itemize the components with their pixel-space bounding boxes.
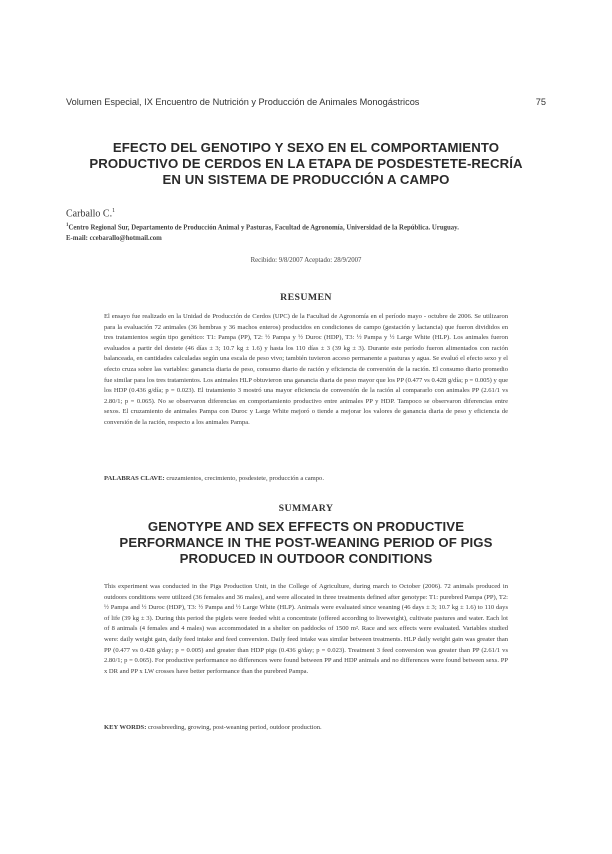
english-title-line: GENOTYPE AND SEX EFFECTS ON PRODUCTIVE (147, 519, 465, 534)
author-list (66, 208, 115, 219)
author-superscript: 1 (112, 208, 116, 214)
spanish-title (60, 140, 552, 188)
affiliation-text: Centro Regional Sur, Departamento de Producción Animal y Pasturas, Facultad de Agronomía, Universidad de la República. Uruguay. (68, 224, 459, 232)
palabras-clave-text: cruzamientos, crecimiento, posdestete, producción a campo. (164, 475, 324, 482)
palabras-clave (104, 475, 508, 482)
resumen-heading: RESUMEN (280, 292, 332, 303)
affiliation-line (66, 221, 556, 234)
summary-heading: SUMMARY (278, 503, 334, 514)
key-words-text: crossbreeding, growing, post-weaning period, outdoor production. (146, 724, 322, 731)
received-accepted-dates: Recibido: 9/8/2007 Aceptado: 28/9/2007 (250, 257, 362, 264)
affiliation-superscript: 1 (66, 223, 69, 228)
spanish-title-line: PRODUCTIVO DE CERDOS EN LA ETAPA DE POSDESTETE-RECRÍA (89, 156, 523, 171)
spanish-title-line: EN UN SISTEMA DE PRODUCCIÓN A CAMPO (162, 172, 450, 187)
resumen-body: El ensayo fue realizado en la Unidad de Producción de Cerdos (UPC) de la Facultad de Agronomía en el período mayo - octubre de 2006. Se utilizaron para la evaluación 72 animales (36 hembras y 36 machos enteros) producidos en condiciones de campo (gestación y lactancia) que fueron divididos en tres tratamientos según tipo genético: T1: Pampa (PP), T2: ½ Pampa y ½ Duroc (HDP), T3: ½ Pampa y ½ Large White (HLP). Los animales fueron evaluados a partir del destete (46 días ± 3; 10.7 kg ± 1.6) y hasta los 110 días ± 3 (39 kg ± 3). Durante este período fueron alimentados con ración balanceada, en cantidades calculadas según una escala de peso vivo; también tuvieron acceso permanente a pasturas y agua. Se evaluó el efecto sexo y el efecto cruza sobre las variables: ganancia diaria de peso, consumo diario de ración y eficiencia de conversión de la ración. El consumo diario promedio fue similar para los tres tratamientos. Los animales HLP obtuvieron una ganancia diaria de peso mayor que los PP (0.477 vs 0.428 g/día; p = 0.005) y que los HDP (0.436 g/día; p = 0.023). El tratamiento 3 mostró una mayor eficiencia de conversión de la ración al compararlo con animales PP (2.61/1 vs 2.80/1; p = 0.065). No se observaron diferencias en comportamiento productivo entre animales PP y HDP. Tampoco se observaron diferencias entre sexos. El cruzamiento de animales Pampa con Duroc y Large White mejoró o tiende a mejorar los valores de ganancia diaria de peso y eficiencia de conversión de la ración, respecto a los animales Pampa. (104, 313, 508, 426)
english-title-line: PRODUCED IN OUTDOOR CONDITIONS (179, 551, 433, 566)
author-email: E-mail: ccebarallo@hotmail.com (66, 234, 162, 242)
key-words-label: KEY WORDS: (104, 724, 147, 731)
summary-body: This experiment was conducted in the Pigs Production Unit, in the College of Agriculture, during march to October (2006). 72 animals produced in outdoors conditions were utilized (36 females and 36 males), and were allocated in three treatments defined after genotype: T1: purebred Pampa (PP), T2: ½ Pampa and ½ Duroc (HDP), T3: ½ Pampa and ½ Large White (HLP). Animals were evaluated since weaning (46 days ± 3; 10.7 kg ± 1.6) to 110 days of life (39 kg ± 3). During this period the piglets were feeded whit a concentrate (offered according to liveweight), cultivate pastures and water. Each lot of 8 animals (4 females and 4 males) was accommodated in a shelter on paddocks of 1500 m². Race and sex effects were evaluated. Variables studied were: daily weight gain, daily feed intake and feed conversion. Daily feed intake was similar between treatments. HLP daily weight gain was greater than PP (0.477 vs 0.428 g/day; p = 0.005) and greater than HDP pigs (0.436 g/day; p = 0.023). Treatment 3 feed conversion was greater than PP (2.61/1 vs 2.80/1; p = 0.065). For productive performance no differences were found between PP and HDP animals and no differences were found between sexs. PP x DR and PP x LW crosses have better performance than the purebred Pampa. (104, 583, 508, 675)
page-number: 75 (535, 97, 546, 107)
palabras-clave-label: PALABRAS CLAVE: (104, 475, 165, 482)
english-title (60, 519, 552, 567)
author-name: Carballo C. (66, 208, 113, 220)
spanish-title-line: EFECTO DEL GENOTIPO Y SEXO EN EL COMPORTAMIENTO (112, 140, 500, 155)
affiliation (66, 221, 556, 244)
journal-name: Volumen Especial, IX Encuentro de Nutrición y Producción de Animales Monogástricos (66, 97, 420, 107)
english-title-line: PERFORMANCE IN THE POST-WEANING PERIOD OF PIGS (119, 535, 493, 550)
key-words (104, 724, 508, 731)
